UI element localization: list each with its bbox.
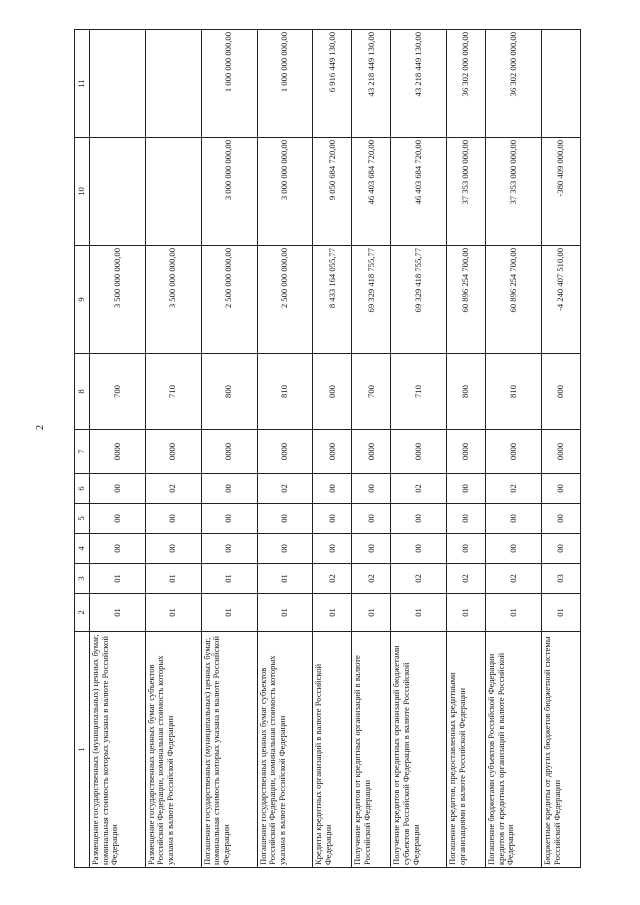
budget-sources-table [74,29,581,868]
amount-col-10: 3 000 000 000,00 [257,138,313,246]
code-article: 00 [486,504,542,534]
code-program: 0000 [486,430,542,474]
code-section: 01 [313,594,352,632]
amount-col-11: 1 000 000 000,00 [257,30,313,138]
amount-col-11 [145,30,201,138]
code-program: 0000 [257,430,313,474]
amount-col-9: 69 329 418 755,77 [352,246,391,354]
amount-col-9: 69 329 418 755,77 [391,246,447,354]
rotated-page [74,30,581,868]
amount-col-10: 46 403 684 720,00 [391,138,447,246]
code-section: 01 [352,594,391,632]
amount-col-9: -4 240 407 510,00 [541,246,580,354]
code-group: 02 [447,564,486,594]
table-row [313,30,352,868]
table-row [541,30,580,868]
code-subgroup: 00 [391,534,447,564]
code-group: 01 [201,564,257,594]
row-name: Кредиты кредитных организаций в валюте Российской Федерации [313,632,352,868]
amount-col-10: -380 409 000,00 [541,138,580,246]
code-group: 01 [145,564,201,594]
header-col-1: 1 [75,632,90,868]
amount-col-11 [90,30,146,138]
table-row [391,30,447,868]
amount-col-11: 36 302 000 000,00 [486,30,542,138]
code-article: 00 [313,504,352,534]
code-kosgu: 710 [391,354,447,430]
code-group: 03 [541,564,580,594]
code-group: 01 [90,564,146,594]
code-element: 00 [313,474,352,504]
table-row [352,30,391,868]
amount-col-10: 3 000 000 000,00 [201,138,257,246]
code-subgroup: 00 [541,534,580,564]
code-kosgu: 710 [145,354,201,430]
code-program: 0000 [447,430,486,474]
code-element: 02 [391,474,447,504]
row-name: Погашение бюджетами субъектов Российской Федерации кредитов от кредитных организаций в валюте Российской Федерации [486,632,542,868]
header-col-10: 10 [75,138,90,246]
code-kosgu: 700 [90,354,146,430]
table-row [90,30,146,868]
code-element: 00 [541,474,580,504]
row-name: Размещение государственных (муниципальных) ценных бумаг, номинальная стоимость которых указана в валюте Российской Федерации [90,632,146,868]
header-row [75,30,90,868]
code-program: 0000 [391,430,447,474]
code-subgroup: 00 [90,534,146,564]
code-element: 02 [257,474,313,504]
code-article: 00 [145,504,201,534]
code-section: 01 [541,594,580,632]
code-kosgu: 000 [313,354,352,430]
amount-col-9: 2 500 000 000,00 [201,246,257,354]
code-section: 01 [391,594,447,632]
code-program: 0000 [313,430,352,474]
amount-col-9: 2 500 000 000,00 [257,246,313,354]
code-article: 00 [201,504,257,534]
code-element: 00 [90,474,146,504]
header-col-9: 9 [75,246,90,354]
amount-col-10 [90,138,146,246]
amount-col-11: 43 218 449 130,00 [391,30,447,138]
row-name: Погашение кредитов, предоставленных кредитными организациями в валюте Российской Федерации [447,632,486,868]
code-group: 02 [352,564,391,594]
code-article: 00 [352,504,391,534]
code-subgroup: 00 [447,534,486,564]
code-subgroup: 00 [145,534,201,564]
amount-col-11 [541,30,580,138]
code-article: 00 [90,504,146,534]
table-row [257,30,313,868]
code-kosgu: 800 [447,354,486,430]
page-number: 2 [35,425,46,430]
row-name: Погашение государственных ценных бумаг субъектов Российской Федерации, номинальная стоимость которых указана в валюте Российской Федерации [257,632,313,868]
table-row [447,30,486,868]
amount-col-11: 36 302 000 000,00 [447,30,486,138]
amount-col-10: 37 353 000 000,00 [447,138,486,246]
code-kosgu: 700 [352,354,391,430]
code-program: 0000 [541,430,580,474]
header-col-4: 4 [75,534,90,564]
code-section: 01 [145,594,201,632]
amount-col-10: 46 403 684 720,00 [352,138,391,246]
code-section: 01 [201,594,257,632]
amount-col-11: 6 916 449 130,00 [313,30,352,138]
code-element: 00 [352,474,391,504]
row-name: Получение кредитов от кредитных организаций бюджетами субъектов Российской Федерации в валюте Российской Федерации [391,632,447,868]
row-name: Бюджетные кредиты от других бюджетов бюджетной системы Российской Федерации [541,632,580,868]
amount-col-9: 60 896 254 700,00 [486,246,542,354]
table-row [145,30,201,868]
amount-col-11: 1 000 000 000,00 [201,30,257,138]
amount-col-11: 43 218 449 130,00 [352,30,391,138]
code-kosgu: 810 [486,354,542,430]
code-element: 00 [447,474,486,504]
header-col-7: 7 [75,430,90,474]
code-article: 00 [257,504,313,534]
code-subgroup: 00 [257,534,313,564]
amount-col-10 [145,138,201,246]
code-section: 01 [90,594,146,632]
code-program: 0000 [201,430,257,474]
code-article: 00 [541,504,580,534]
code-subgroup: 00 [313,534,352,564]
code-program: 0000 [352,430,391,474]
code-program: 0000 [90,430,146,474]
header-col-2: 2 [75,594,90,632]
code-subgroup: 00 [486,534,542,564]
header-col-8: 8 [75,354,90,430]
header-col-5: 5 [75,504,90,534]
code-element: 00 [201,474,257,504]
table-row [486,30,542,868]
code-group: 02 [391,564,447,594]
row-name: Погашение государственных (муниципальных) ценных бумаг, номинальная стоимость которых указана в валюте Российской Федерации [201,632,257,868]
code-section: 01 [447,594,486,632]
header-col-11: 11 [75,30,90,138]
amount-col-10: 9 050 684 720,00 [313,138,352,246]
code-element: 02 [145,474,201,504]
table-row [201,30,257,868]
row-name: Размещение государственных ценных бумаг субъектов Российской Федерации, номинальная стоимость которых указана в валюте Российской Федерации [145,632,201,868]
code-section: 01 [486,594,542,632]
code-kosgu: 800 [201,354,257,430]
header-col-6: 6 [75,474,90,504]
code-group: 02 [313,564,352,594]
amount-col-9: 60 896 254 700,00 [447,246,486,354]
code-kosgu: 000 [541,354,580,430]
header-col-3: 3 [75,564,90,594]
amount-col-10: 37 353 000 000,00 [486,138,542,246]
code-section: 01 [257,594,313,632]
code-group: 02 [486,564,542,594]
code-article: 00 [391,504,447,534]
row-name: Получение кредитов от кредитных организаций в валюте Российской Федерации [352,632,391,868]
code-subgroup: 00 [352,534,391,564]
table-container [74,30,581,868]
code-program: 0000 [145,430,201,474]
code-article: 00 [447,504,486,534]
code-element: 02 [486,474,542,504]
amount-col-9: 8 433 164 055,77 [313,246,352,354]
amount-col-9: 3 500 000 000,00 [145,246,201,354]
code-subgroup: 00 [201,534,257,564]
code-group: 01 [257,564,313,594]
amount-col-9: 3 500 000 000,00 [90,246,146,354]
code-kosgu: 810 [257,354,313,430]
